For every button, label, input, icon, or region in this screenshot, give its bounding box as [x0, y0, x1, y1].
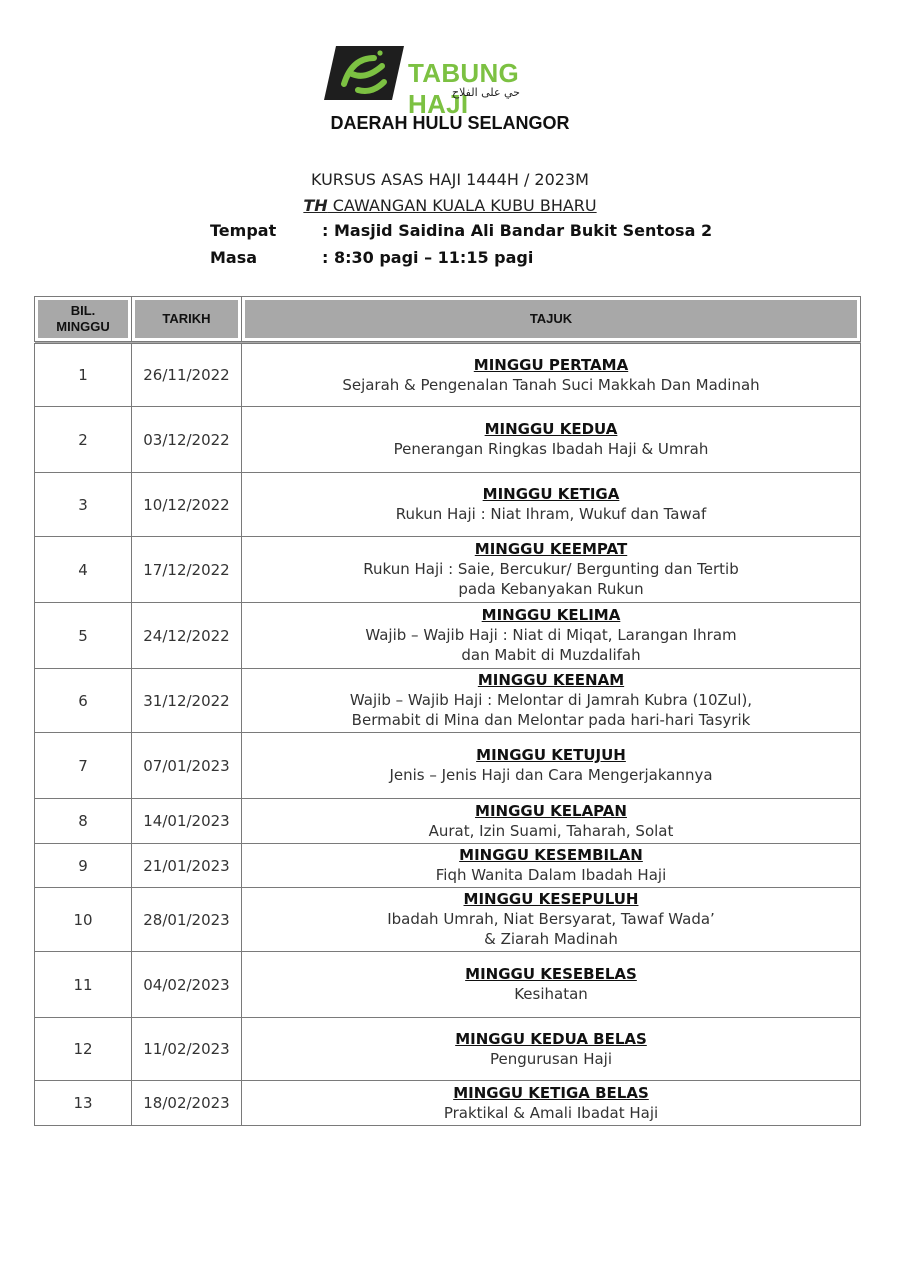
table-row	[35, 603, 861, 669]
topic-description: Rukun Haji : Niat Ihram, Wukuf dan Tawaf	[395, 505, 707, 523]
time-label: Masa	[210, 248, 258, 267]
table-row	[35, 952, 861, 1018]
date-cell: 10/12/2022	[132, 473, 242, 537]
topic-cell	[242, 888, 861, 952]
topic-cell	[242, 603, 861, 669]
date-cell: 26/11/2022	[132, 343, 242, 407]
date-cell: 28/01/2023	[132, 888, 242, 952]
topic-description: Sejarah & Pengenalan Tanah Suci Makkah Dan Madinah	[342, 375, 760, 394]
topic-cell	[242, 407, 861, 473]
date-cell: 14/01/2023	[132, 799, 242, 844]
topic-cell	[242, 1018, 861, 1081]
topic-description: Rukun Haji : Saie, Bercukur/ Bergunting dan Tertib pada Kebanyakan Rukun	[363, 560, 739, 598]
week-number-cell: 7	[35, 733, 132, 799]
topic-description: Jenis – Jenis Haji dan Cara Mengerjakannya	[389, 766, 713, 784]
district-title: DAERAH HULU SELANGOR	[330, 113, 570, 133]
topic-cell	[242, 733, 861, 799]
topic-cell	[242, 952, 861, 1018]
week-heading: MINGGU PERTAMA	[473, 355, 629, 374]
week-heading: MINGGU KELAPAN	[475, 801, 627, 820]
table-row	[35, 669, 861, 733]
schedule-table	[34, 296, 861, 1126]
week-heading: MINGGU KESEMBILAN	[459, 846, 643, 864]
week-number-cell: 12	[35, 1018, 132, 1081]
topic-description: Kesihatan	[514, 985, 588, 1003]
course-title: KURSUS ASAS HAJI 1444H / 2023M	[311, 170, 589, 189]
topic-description: Penerangan Ringkas Ibadah Haji & Umrah	[393, 440, 709, 458]
table-row	[35, 537, 861, 603]
week-heading: MINGGU KEDUA BELAS	[455, 1029, 647, 1048]
week-number-cell: 9	[35, 844, 132, 888]
topic-cell	[242, 473, 861, 537]
topic-cell	[242, 343, 861, 407]
column-header-date: TARIKH	[132, 297, 242, 343]
date-cell: 31/12/2022	[132, 669, 242, 733]
date-cell: 21/01/2023	[132, 844, 242, 888]
table-row	[35, 473, 861, 537]
table-row	[35, 407, 861, 473]
date-cell: 04/02/2023	[132, 952, 242, 1018]
week-number-cell: 3	[35, 473, 132, 537]
branch-prefix: TH	[303, 196, 328, 215]
logo-wordmark: TABUNG HAJI	[408, 58, 520, 119]
table-row	[35, 343, 861, 407]
week-heading: MINGGU KEENAM	[477, 671, 625, 689]
week-heading: MINGGU KESEBELAS	[465, 965, 637, 983]
date-cell: 17/12/2022	[132, 537, 242, 603]
topic-description: Fiqh Wanita Dalam Ibadah Haji	[435, 866, 667, 884]
date-cell: 24/12/2022	[132, 603, 242, 669]
venue-line	[210, 221, 712, 240]
topic-description: Wajib – Wajib Haji : Melontar di Jamrah Kubra (10Zul), Bermabit di Mina dan Melontar pada hari-hari Tasyrik	[349, 691, 753, 729]
branch-line	[0, 196, 900, 215]
table-row	[35, 844, 861, 888]
topic-description: Praktikal & Amali Ibadat Haji	[443, 1103, 659, 1122]
week-number-cell: 1	[35, 343, 132, 407]
topic-description: Wajib – Wajib Haji : Niat di Miqat, Larangan Ihram dan Mabit di Muzdalifah	[365, 626, 737, 664]
topic-description: Aurat, Izin Suami, Taharah, Solat	[428, 821, 674, 840]
week-number-cell: 8	[35, 799, 132, 844]
topic-cell	[242, 537, 861, 603]
table-row	[35, 799, 861, 844]
branch-name: CAWANGAN KUALA KUBU BHARU	[327, 196, 597, 215]
date-cell: 11/02/2023	[132, 1018, 242, 1081]
week-number-cell: 11	[35, 952, 132, 1018]
date-cell: 07/01/2023	[132, 733, 242, 799]
table-row	[35, 733, 861, 799]
week-heading: MINGGU KETIGA	[482, 485, 620, 503]
week-number-cell: 4	[35, 537, 132, 603]
week-number-cell: 5	[35, 603, 132, 669]
week-heading: MINGGU KEDUA	[484, 420, 618, 438]
table-row	[35, 1081, 861, 1126]
tabung-haji-emblem-icon	[322, 44, 406, 102]
date-cell: 03/12/2022	[132, 407, 242, 473]
week-heading: MINGGU KETIGA BELAS	[453, 1083, 649, 1102]
week-number-cell: 6	[35, 669, 132, 733]
table-header-row	[35, 297, 861, 343]
topic-description: Ibadah Umrah, Niat Bersyarat, Tawaf Wada’ & Ziarah Madinah	[387, 910, 715, 948]
table-row	[35, 888, 861, 952]
week-heading: MINGGU KESEPULUH	[463, 890, 639, 908]
time-value: : 8:30 pagi – 11:15 pagi	[322, 248, 534, 267]
table-row	[35, 1018, 861, 1081]
topic-cell	[242, 799, 861, 844]
topic-cell	[242, 1081, 861, 1126]
topic-cell	[242, 844, 861, 888]
tabung-haji-logo	[322, 44, 572, 119]
topic-cell	[242, 669, 861, 733]
date-cell: 18/02/2023	[132, 1081, 242, 1126]
week-number-cell: 2	[35, 407, 132, 473]
week-heading: MINGGU KELIMA	[481, 606, 621, 624]
venue-value: : Masjid Saidina Ali Bandar Bukit Sentosa 2	[322, 221, 713, 240]
week-heading: MINGGU KETUJUH	[476, 746, 626, 764]
column-header-topic: TAJUK	[242, 297, 861, 343]
week-number-cell: 10	[35, 888, 132, 952]
logo-motto: حي على الفلاح	[452, 86, 520, 99]
time-line	[210, 248, 533, 267]
topic-description: Pengurusan Haji	[489, 1049, 613, 1068]
column-header-week-no: BIL. MINGGU	[35, 297, 132, 343]
venue-label: Tempat	[210, 221, 277, 240]
week-heading: MINGGU KEEMPAT	[474, 540, 628, 558]
week-number-cell: 13	[35, 1081, 132, 1126]
